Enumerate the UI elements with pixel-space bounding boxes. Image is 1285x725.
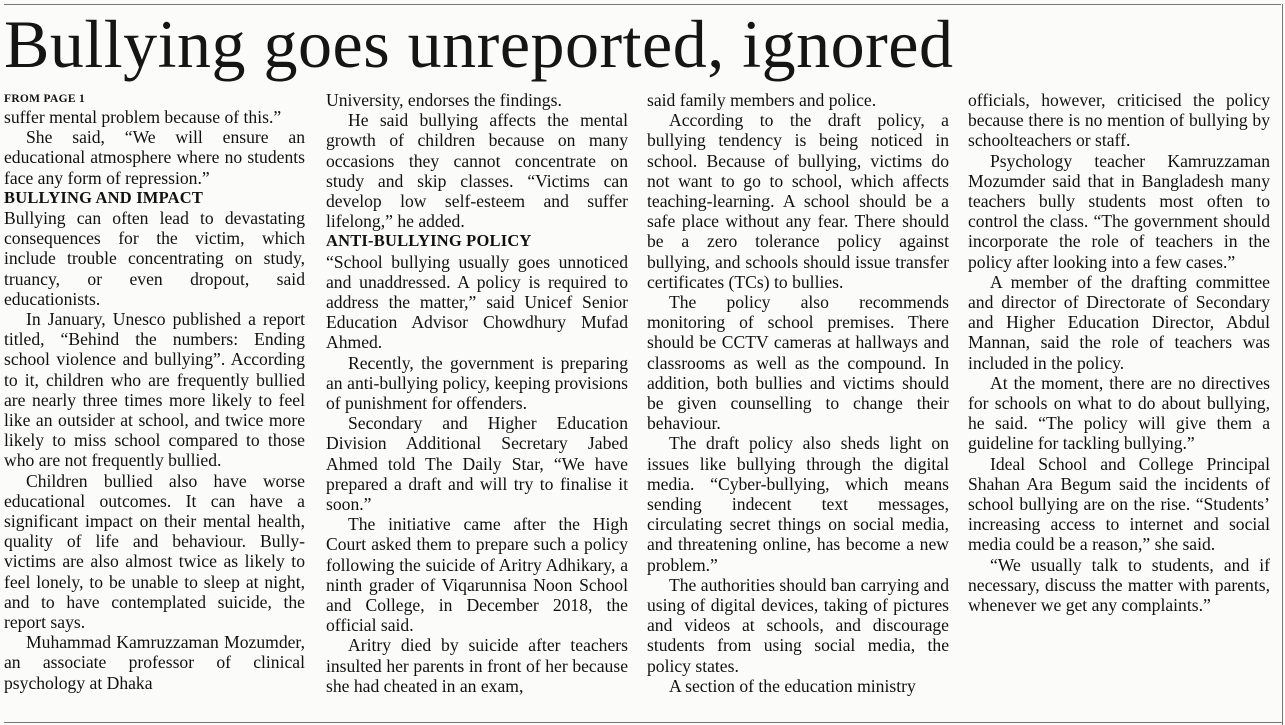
paragraph: Psychology teacher Kamruzzaman Mozumder said that in Bangladesh many teachers bully students most often to control the class. “The government should incorporate the role of teachers in the policy after looking into a few cases.” bbox=[968, 150, 1270, 272]
paragraph: Bullying can often lead to devastating consequences for the victim, which include trouble concentrating on study, truancy, or even dropout, said educationists. bbox=[4, 208, 305, 309]
paragraph: In January, Unesco published a report titled, “Behind the numbers: Ending school violence and bullying”. According to it, children who are frequently bullied are nearly three times more likely to feel like an outsider at school, and twice more likely to miss school compared to those who are not frequently bullied. bbox=[4, 309, 305, 471]
column-4-text bbox=[968, 90, 1270, 615]
section-subhead: BULLYING AND IMPACT bbox=[4, 187, 204, 207]
paragraph: Secondary and Higher Education Division Additional Secretary Jabed Ahmed told The Daily Star, “We have prepared a draft and will try to finalise it soon.” bbox=[326, 413, 628, 515]
article-column-3 bbox=[647, 90, 949, 722]
bottom-rule bbox=[4, 722, 1283, 723]
article-body bbox=[4, 90, 1274, 722]
paragraph: “School bullying usually goes unnoticed and unaddressed. A policy is required to address the matter,” said Unicef Senior Education Advisor Chowdhury Mufad Ahmed. bbox=[326, 251, 628, 353]
paragraph: The authorities should ban carrying and using of digital devices, taking of pictures and videos at schools, and discourage students from using social media, the policy states. bbox=[647, 574, 949, 676]
column-2-text bbox=[326, 90, 628, 696]
paragraph: The policy also recommends monitoring of school premises. There should be CCTV cameras at hallways and classrooms as well as the compound. In addition, both bullies and victims should be given counselling to change their behaviour. bbox=[647, 292, 949, 434]
paragraph: suffer mental problem because of this.” bbox=[4, 107, 282, 127]
top-rule bbox=[4, 4, 1281, 5]
column-3-text bbox=[647, 90, 949, 696]
paragraph: Ideal School and College Principal Shahan Ara Begum said the incidents of school bullying are on the rise. “Students’ increasing access to internet and social media could be a reason,” she said. bbox=[968, 453, 1270, 555]
paragraph: She said, “We will ensure an educational atmosphere where no students face any form of repression.” bbox=[4, 127, 305, 188]
article-column-2 bbox=[326, 90, 628, 722]
headline: Bullying goes unreported, ignored bbox=[4, 6, 954, 82]
paragraph: The draft policy also sheds light on issues like bullying through the digital media. “Cyber-bullying, which means sending indecent text messages, circulating secret things on social media, and threatening online, has become a new problem.” bbox=[647, 433, 949, 575]
paragraph: A section of the education ministry bbox=[669, 675, 916, 696]
paragraph: According to the draft policy, a bullying tendency is being noticed in school. Because of bullying, victims do not want to go to school, which affects teaching-learning. A school should be a safe place without any fear. There should be a zero tolerance policy against bullying, and schools should issue transfer certificates (TCs) to bullies. bbox=[647, 110, 949, 292]
paragraph: University, endorses the findings. bbox=[326, 90, 562, 110]
right-rule bbox=[1282, 4, 1283, 725]
paragraph: Aritry died by suicide after teachers insulted her parents in front of her because she had cheated in an exam, bbox=[326, 635, 628, 696]
paragraph: At the moment, there are no directives for schools on what to do about bullying, he said. “The policy will give them a guideline for tackling bullying.” bbox=[968, 372, 1270, 454]
paragraph: A member of the drafting committee and director of Directorate of Secondary and Higher Education Director, Abdul Mannan, said the role of teachers was included in the policy. bbox=[968, 271, 1270, 373]
column-1-text bbox=[4, 107, 305, 693]
jump-line: FROM PAGE 1 bbox=[4, 93, 86, 105]
paragraph: Children bullied also have worse educational outcomes. It can have a significant impact on their mental health, quality of life and behaviour. Bully-victims are also almost twice as likely to feel lonely, to be unable to sleep at night, and to have contemplated suicide, the report says. bbox=[4, 470, 305, 633]
paragraph: He said bullying affects the mental growth of children because on many occasions they cannot concentrate on study and skip classes. “Victims can develop low self-esteem and suffer lifelong,” he added. bbox=[326, 110, 628, 232]
paragraph: Muhammad Kamruzzaman Mozumder, an associate professor of clinical psychology at Dhaka bbox=[4, 632, 305, 693]
paragraph: said family members and police. bbox=[647, 90, 877, 110]
paragraph: Recently, the government is preparing an anti-bullying policy, keeping provisions of punishment for offenders. bbox=[326, 352, 628, 414]
section-subhead: ANTI-BULLYING POLICY bbox=[326, 231, 532, 251]
article-column-4 bbox=[968, 90, 1270, 722]
article-column-1 bbox=[4, 90, 305, 722]
paragraph: The initiative came after the High Court asked them to prepare such a policy following the suicide of Aritry Adhikary, a ninth grader of Viqarunnisa Noon School and College, in December 2018, the official said. bbox=[326, 514, 628, 636]
paragraph: “We usually talk to students, and if necessary, discuss the matter with parents, whenever we get any complaints.” bbox=[968, 554, 1270, 616]
paragraph: officials, however, criticised the policy because there is no mention of bullying by schoolteachers or staff. bbox=[968, 90, 1270, 151]
